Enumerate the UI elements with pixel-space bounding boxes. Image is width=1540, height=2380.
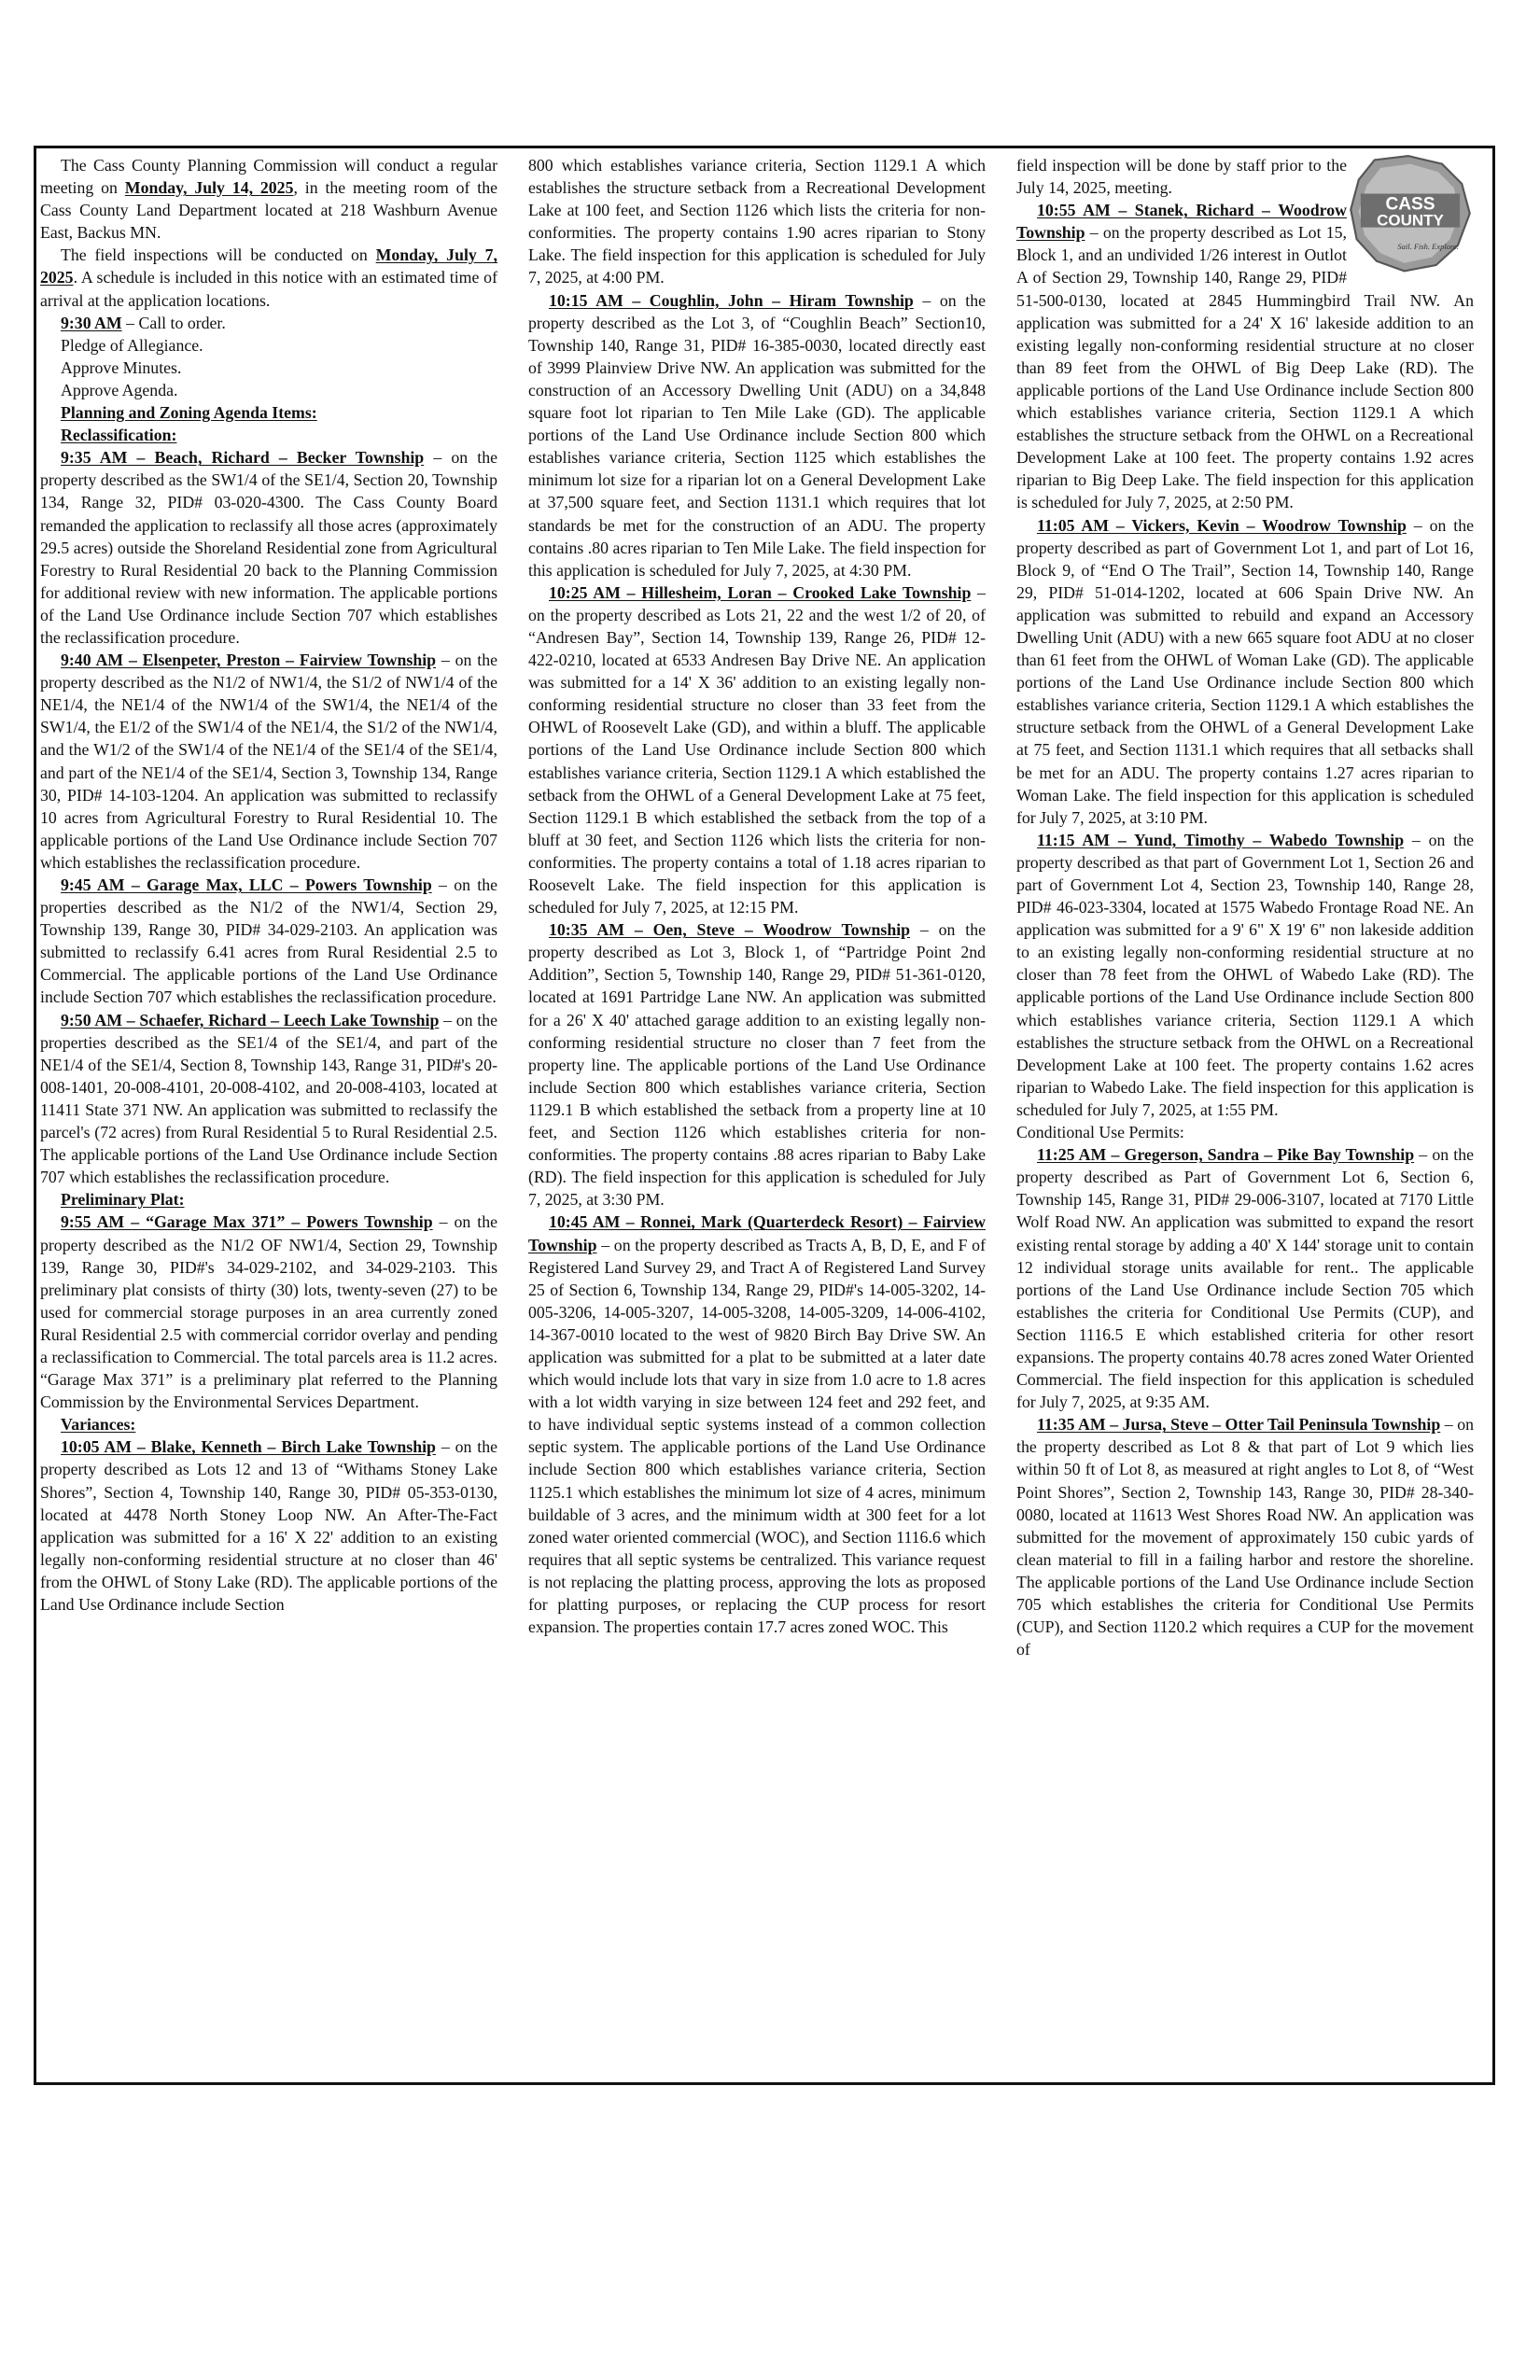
agenda-entry: 9:45 AM – Garage Max, LLC – Powers Township – on the properties described as the N1/2 of the NW1/4, Section 29, Township 139, Range 30, PID# 34-029-2103. An application was submitted to reclassify 6.41 acres from Rural Residential 2.5 to Commercial. The applicable portions of the Land Use Ordinance include Section 707 which establishes the reclassification procedure. — [40, 875, 498, 1007]
inspection-date: Monday, July 7, 2025 — [40, 245, 497, 287]
column-1 — [40, 154, 497, 1616]
section-heading-reclassification: Reclassification: — [61, 426, 177, 445]
notice-frame — [34, 146, 1495, 2085]
intro-paragraph: The Cass County Planning Commission will conduct a regular meeting on Monday, July 14, 2025, in the meeting room of the Cass County Land Department located at 218 Washburn Avenue East, Backus MN. — [40, 156, 497, 243]
agenda-entry: 11:25 AM – Gregerson, Sandra – Pike Bay Township – on the property described as Part of Government Lot 6, Section 6, Township 145, Range 31, PID# 29-006-3107, located at 7170 Little Wolf Road NW. An application was submitted to expand the resort existing rental storage by adding a 40' X 144' storage unit to contain 12 individual storage units available for rent.. The applicable portions of the Land Use Ordinance include Section 705 which establishes the criteria for Conditional Use Permits (CUP), and Section 1116.5 E which established criteria for other resort expansions. The property contains 40.78 acres zoned Water Oriented Commercial. The field inspection for this application is scheduled for July 7, 2025, at 9:35 AM. — [1016, 1145, 1474, 1412]
agenda-entry: 9:35 AM – Beach, Richard – Becker Township – on the property described as the SW1/4 of the SE1/4, Section 20, Township 134, Range 32, PID# 03-020-4300. The Cass County Board remanded the application to reclassify all those acres (approximately 29.5 acres) outside the Shoreland Residential zone from Agricultural Forestry to Rural Residential 20 back to the Planning Commission for additional review with new information. The applicable portions of the Land Use Ordinance include Section 707 which establishes the reclassification procedure. — [40, 448, 497, 647]
section-heading-preliminary-plat: Preliminary Plat: — [61, 1190, 185, 1210]
agenda-entry: 10:25 AM – Hillesheim, Loran – Crooked Lake Township – on the property described as Lots 21, 22 and the west 1/2 of 20, of “Andresen Bay”, Section 14, Township 139, Range 26, PID# 12-422-0210, located at 6533 Andresen Bay Drive NE. An application was submitted for a 14' X 36' addition to an existing legally non-conforming residential structure no closer than 33 feet from the OHWL of Roosevelt Lake (GD), and within a bluff. The applicable portions of the Land Use Ordinance include Section 800 which establishes variance criteria, Section 1129.1 A which established the setback from the OHWL of a General Development Lake at 75 feet, Section 1129.1 B which established the setback from the top of a bluff at 30 feet, and Section 1126 which lists the criteria for non-conformities. The property contains a total of 1.18 acres riparian to Roosevelt Lake. The field inspection for this application is scheduled for July 7, 2025, at 12:15 PM. — [528, 582, 986, 917]
pledge-item: Pledge of Allegiance. — [61, 335, 203, 355]
agenda-entry: 10:45 AM – Ronnei, Mark (Quarterdeck Resort) – Fairview Township – on the property described as Tracts A, B, D, E, and F of Registered Land Survey 29, and Tract A of Registered Land Survey 25 of Section 6, Township 134, Range 29, PID#'s 14-005-3202, 14-005-3206, 14-005-3207, 14-005-3208, 14-005-3209, 14-006-4102, 14-367-0010 located to the west of 9820 Birch Bay Drive SW. An application was submitted for a plat to be submitted at a later date which would include lots that vary in size from 1.0 acre to 1.8 acres with a lot width varying in size between 124 feet and 292 feet, and to have individual septic systems instead of a common collection septic system. The applicable portions of the Land Use Ordinance include Section 800 which establishes variance criteria, Section 1125.1 which establishes the minimum lot size of 4 acres, minimum buildable of 3 acres, and the minimum width at 300 feet for a lot zoned water oriented commercial (WOC), and Section 1116.6 which requires that all septic systems be centralized. This variance request is not replacing the platting process, approving the lots as proposed for platting purposes, or replacing the CUP process for resort expansion. The properties contain 17.7 acres zoned WOC. This — [528, 1212, 986, 1637]
agenda-entry: 10:15 AM – Coughlin, John – Hiram Township – on the property described as the Lot 3, of “Coughlin Beach” Section10, Township 140, Range 31, PID# 16-385-0030, located directly east of 3999 Plainview Drive NW. An application was submitted for the construction of an Accessory Dwelling Unit (ADU) on a 34,848 square foot lot riparian to Ten Mile Lake (GD). The applicable portions of the Land Use Ordinance include Section 800 which establishes variance criteria, Section 1125 which establishes the minimum lot size for a riparian lot on a General Development Lake at 37,500 square feet, and Section 1131.1 which requires that lot standards be met for the construction of an ADU. The property contains .80 acres riparian to Ten Mile Lake. The field inspection for this application is scheduled for July 7, 2025, at 4:30 PM. — [528, 290, 987, 580]
agenda-item: Approve Agenda. — [61, 380, 178, 399]
cass-county-seal-icon — [1347, 154, 1474, 273]
column-2 — [528, 154, 986, 1638]
section-heading-conditional-use: Conditional Use Permits: — [1016, 1123, 1184, 1142]
svg-text:COUNTY: COUNTY — [1377, 211, 1444, 230]
agenda-entry: 9:50 AM – Schaefer, Richard – Leech Lake Township – on the properties described as the SE1/4 of the SE1/4, and part of the NE1/4 of the SE1/4, Section 8, Township 143, Range 31, PID#'s 20-008-1401, 20-008-4101, 20-008-4102, and 20-008-4103, located at 11411 State 371 NW. An application was submitted to reclassify the parcel's (72 acres) from Rural Residential 5 to Rural Residential 2.5. The applicable portions of the Land Use Ordinance include Section 707 which establishes the reclassification procedure. — [40, 1010, 497, 1187]
call-to-order: 9:30 AM – Call to order. — [61, 313, 226, 332]
field-inspection-paragraph: The field inspections will be conducted on Monday, July 7, 2025. A schedule is included in this notice with an estimated time of arrival at the application locations. — [40, 245, 497, 310]
agenda-entry: 11:35 AM – Jursa, Steve – Otter Tail Peninsula Township – on the property described as Lot 8 & that part of Lot 9 which lies within 50 ft of Lot 8, as measured at right angles to Lot 8, of “West Point Shores”, Section 2, Township 143, Range 30, PID# 28-340-0080, located at 11613 West Shores Road NW. An application was submitted for the movement of approximately 150 cubic yards of clean material to fill in a failing harbor and restore the shoreline. The applicable portions of the Land Use Ordinance include Section 705 which establishes the criteria for Conditional Use Permits (CUP), and Section 1120.2 which requires a CUP for the movement of — [1016, 1415, 1475, 1659]
minutes-item: Approve Minutes. — [61, 357, 182, 377]
section-heading-variances: Variances: — [61, 1415, 136, 1435]
agenda-entry: 11:15 AM – Yund, Timothy – Wabedo Township – on the property described as that part of Government Lot 1, Section 26 and part of Government Lot 4, Section 23, Township 140, Range 28, PID# 46-023-3304, located at 1575 Wabedo Frontage Road NE. An application was submitted for a 9' 6" X 19' 6" non lakeside addition to an existing legally non-conforming residential structure at no closer than 78 feet from the OHWL of Wabedo Lake (RD). The applicable portions of the Land Use Ordinance include Section 800 which establishes variance criteria, Section 1129.1 A which establishes the structure setback from the OHWL on a Recreational Development Lake at 100 feet. The property contains 1.62 acres riparian to Wabedo Lake. The field inspection for this application is scheduled for July 7, 2025, at 1:55 PM. — [1016, 830, 1474, 1119]
section-heading-planning: Planning and Zoning Agenda Items: — [61, 403, 317, 423]
svg-text:CASS: CASS — [1385, 194, 1435, 215]
agenda-entry: 10:35 AM – Oen, Steve – Woodrow Township – on the property described as Lot 3, Block 1, of “Partridge Point 2nd Addition”, Section 5, Township 140, Range 29, PID# 51-361-0120, located at 1691 Partridge Lane NW. An application was submitted for a 26' X 40' attached garage addition to an existing legally non-conforming residential structure no closer than 7 feet from the property line. The applicable portions of the Land Use Ordinance include Section 800 which establishes variance criteria, Section 1129.1 B which established the setback from a property line at 10 feet, and Section 1126 which establishes criteria for non-conformities. The property contains .88 acres riparian to Baby Lake (RD). The field inspection for this application is scheduled for July 7, 2025, at 3:30 PM. — [528, 920, 987, 1210]
svg-text:Sail. Fish. Explore.: Sail. Fish. Explore. — [1397, 242, 1459, 251]
agenda-entry: 9:40 AM – Elsenpeter, Preston – Fairview Township – on the property described as the N1/2 of NW1/4, the S1/2 of NW1/4 of the NE1/4, the NE1/4 of the NW1/4 of the SW1/4, the NE1/4 of the SW1/4, the E1/2 of the SW1/4 of the NE1/4, the S1/2 of the NW1/4, and the W1/2 of the SW1/4 of the NE1/4 of the SE1/4 of the SE1/4, and part of the NE1/4 of the SE1/4, Section 3, Township 134, Range 30, PID# 14-103-1204. An application was submitted to reclassify 10 acres from Agricultural Forestry to Rural Residential 10. The applicable portions of the Land Use Ordinance include Section 707 which establishes the reclassification procedure. — [40, 651, 497, 872]
agenda-entry: 10:05 AM – Blake, Kenneth – Birch Lake Township – on the property described as Lots 12 and 13 of “Withams Stoney Lake Shores”, Section 4, Township 140, Range 30, PID# 05-353-0130, located at 4478 North Stoney Loop NW. An After-The-Fact application was submitted for a 16' X 22' addition to an existing legally non-conforming residential structure at no closer than 46' from the OHWL of Stony Lake (RD). The applicable portions of the Land Use Ordinance include Section — [40, 1437, 497, 1614]
meeting-date: Monday, July 14, 2025 — [124, 178, 294, 198]
agenda-entry: 11:05 AM – Vickers, Kevin – Woodrow Township – on the property described as part of Government Lot 1, and part of Lot 16, Block 9, of “End O The Trail”, Section 14, Township 140, Range 29, PID# 51-014-1202, located at 606 Spain Drive NW. An application was submitted to rebuild and expand an Accessory Dwelling Unit (ADU) with a new 665 square foot ADU at no closer than 61 feet from the OHWL of Woman Lake (GD). The applicable portions of the Land Use Ordinance include Section 800 which establishes variance criteria, Section 1129.1 A which establishes the structure setback from the OHWL of a General Development Lake at 75 feet, and Section 1131.1 which requires that all setbacks shall be met for an ADU. The property contains 1.27 acres riparian to Woman Lake. The field inspection for this application is scheduled for July 7, 2025, at 3:10 PM. — [1016, 515, 1474, 827]
agenda-entry: 9:55 AM – “Garage Max 371” – Powers Township – on the property described as the N1/2 OF NW1/4, Section 29, Township 139, Range 30, PID#'s 34-029-2102, and 34-029-2103. This preliminary plat consists of thirty (30) lots, twenty-seven (27) to be used for commercial storage purposes in an area currently zoned Rural Residential 2.5 with commercial corridor overlay and pending a reclassification to Commercial. The total parcels area is 11.2 acres. “Garage Max 371” is a preliminary plat referred to the Planning Commission by the Environmental Services Department. — [40, 1212, 497, 1412]
agenda-entry: 10:55 AM – Stanek, Richard – Woodrow Township – on the property described as Lot 15, Block 1, and an undivided 1/26 interest in Outlot A of Section 29, Township 140, Range 29, PID# 51-500-0130, located at 2845 Hummingbird Trail NW. An application was submitted for a 24' X 16' lakeside addition to an existing legally non-conforming residential structure at no closer than 89 feet from the OHWL of Big Deep Lake (RD). The applicable portions of the Land Use Ordinance include Section 800 which establishes variance criteria, Section 1129.1 A which establishes the structure setback from the OHWL on a Recreational Development Lake at 100 feet. The property contains 1.92 acres riparian to Big Deep Lake. The field inspection for this application is scheduled for July 7, 2025, at 2:50 PM. — [1016, 201, 1474, 512]
continued-text: field inspection will be done by staff prior to the July 14, 2025, meeting. — [1016, 156, 1347, 198]
column-3 — [1016, 154, 1474, 1660]
county-logo — [1347, 154, 1474, 272]
continued-text: 800 which establishes variance criteria, Section 1129.1 A which establishes the structure setback from a Recreational Development Lake at 100 feet, and Section 1126 which lists the criteria for non-conformities. The property contains 1.90 acres riparian to Stony Lake. The field inspection for this application is scheduled for July 7, 2025, at 4:00 PM. — [528, 156, 986, 287]
